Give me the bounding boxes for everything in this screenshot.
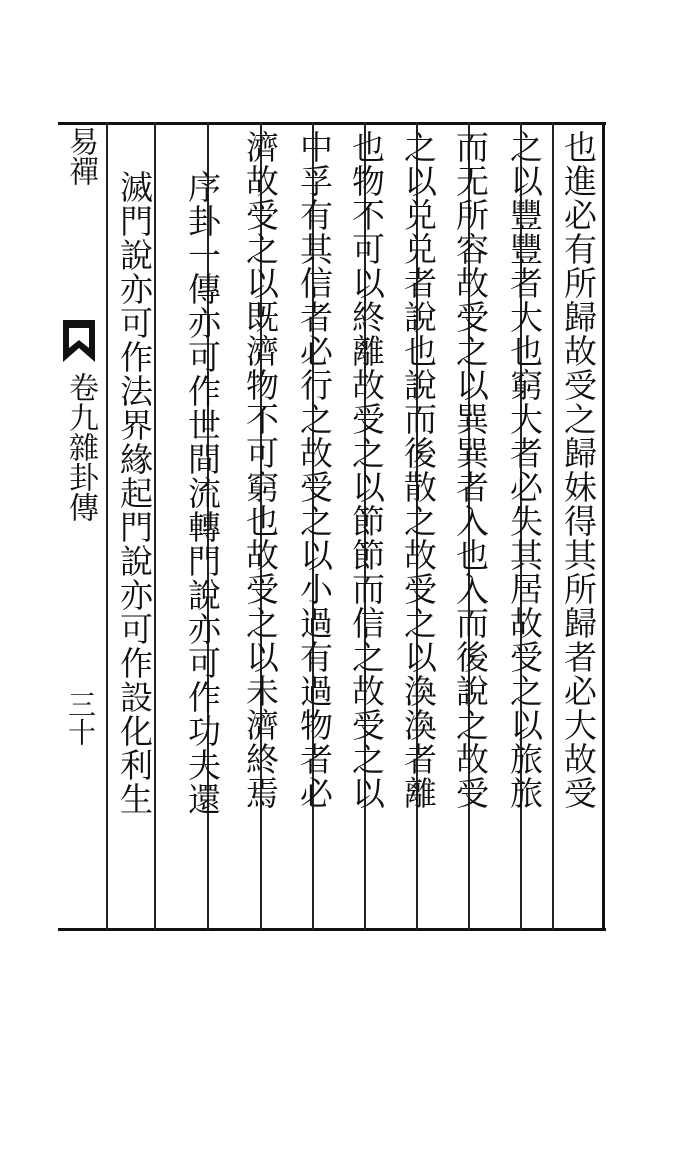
text-column-5: 也物不可以終離故受之以節節而信之故受之以 (347, 130, 386, 810)
book-title: 易禪 (63, 126, 98, 186)
fishtail-mark-icon (61, 318, 97, 364)
text-column-4: 之以兑兑者說也說而後散之故受之以渙渙者離 (399, 130, 438, 810)
text-column-1: 也進必有所歸故受之歸妹得其所歸者必大故受 (559, 130, 598, 810)
margin-chapter (58, 372, 102, 1172)
text-column-6: 中孚有其信者必行之故受之以小過有過物者必 (295, 130, 334, 810)
text-column-7: 濟故受之以既濟物不可窮也故受之以未濟終焉 (241, 130, 280, 810)
column-rule (106, 122, 108, 930)
column-rule (552, 122, 554, 930)
frame-top-border (58, 122, 606, 125)
text-column-3: 而无所容故受之以巽巽者入也入而後說之故受 (451, 130, 490, 810)
text-column-9: 滅門說亦可作法界緣起門說亦可作設化利生 (115, 170, 154, 816)
frame-right-border (602, 122, 605, 931)
text-column-8: 序卦一傳亦可作世間流轉門說亦可作功夫還 (183, 170, 222, 816)
section-label: 雜卦傳 (63, 432, 98, 522)
text-column-2: 之以豐豐者大也窮大者必失其居故受之以旅旅 (505, 130, 544, 810)
folio-number: 三十 (64, 690, 97, 746)
chapter-label: 卷九 (63, 372, 98, 432)
